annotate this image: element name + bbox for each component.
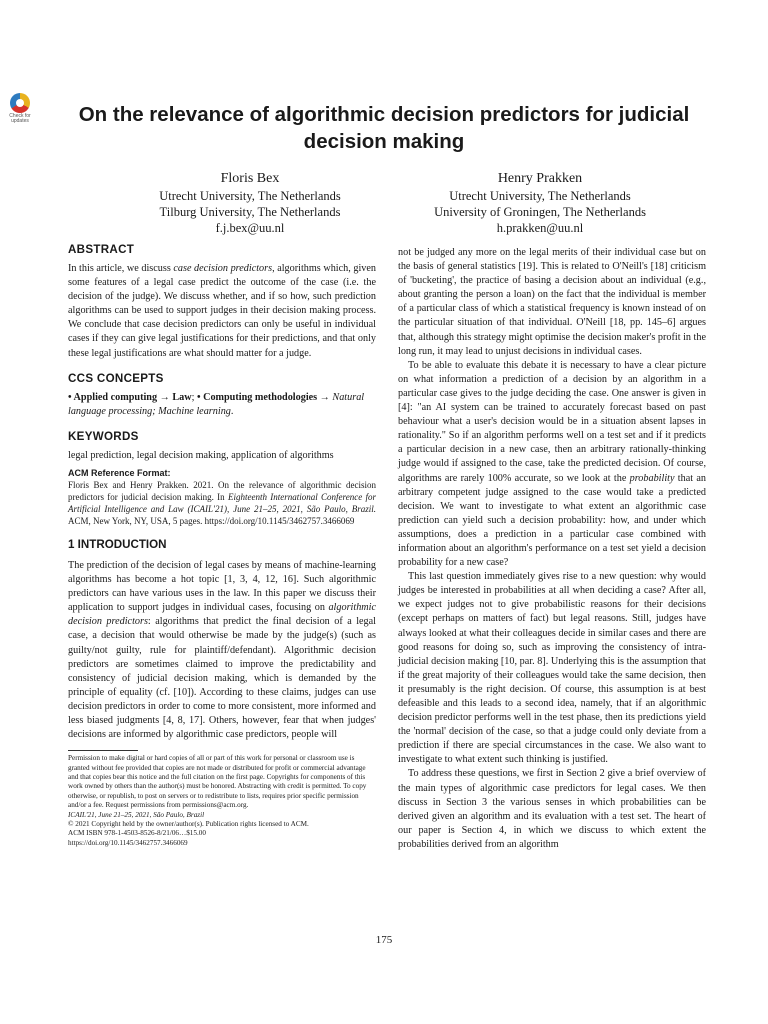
copyright-line: © 2021 Copyright held by the owner/author(s). Publication rights licensed to ACM. [68,820,309,828]
author-name: Floris Bex [220,171,280,186]
ccs-text: • Applied computing → Law; • Computing methodologies → Natural language processing; Machine learning. [68,391,365,417]
introduction-text: The prediction of the decision of legal cases by means of machine-learning algorithms has become a hot topic [1, 3, 4, 12, 16]. Such algorithmic predictors can have various uses in the law. In this paper we discuss their application to support judges in individual cases, focusing on algorithmic decision predictors: algorithms that predict the final decision of a legal case, a decision that would otherwise be made by the judge(s) (such as guilty/not guilty, rule for plaintiff/defendant). Algorithmic decision predictors are sometimes claimed to improve the predictability and consistency of judicial decision making, which is demanded by the principle of equality (cf. [10]). According to these claims, judges can use decision predictors in order to come to more consistent, more informed and less biased judgments [4, 8, 17]. Others, however, fear that when judges' decisions are informed by algorithmic case predictors, people will [68,559,376,741]
left-column [68,242,376,848]
right-column [398,246,706,852]
badge-label: Check for updates [9,113,31,124]
body-paragraph: This last question immediately gives rise to a new question: why would judges be interested in probabilities at all when deciding a case? After all, we expect judges not to give probabilistic reasons for their decisions (except perhaps on matters of fact) but legal reasons. Still, judges have always looked at what their colleagues decide in similar cases and there are good reasons for doing so, such as improving the consistency of intra-judicial decision making [10, par. 8]. Underlying this is the assumption that if the great majority of their colleagues would take the same decision, then it presumably is the right decision. Of course, this assumption is at best defeasible and this leads to a second idea, namely, that if an algorithmic decision predictor performs well in the test phase, then its predictions yield the 'normal' decision of the case, so that a judge could only deviate from a prediction if there are special circumstances in the case. We also want to investigate to what extent such thinking is justified. [398,571,706,766]
permission-text: Permission to make digital or hard copies of all or part of this work for personal or classroom use is granted without fee provided that copies are not made or distributed for profit or commercial advantage and that copies bear this notice and the full citation on the first page. Copyrights for components of this work owned by others than the author(s) must be honored. Abstracting with credit is permitted. To copy otherwise, or republish, to post on servers or to redistribute to lists, requires prior specific permission and/or a fee. Request permissions from permissions@acm.org. [68,754,367,810]
author-affiliation: Utrecht University, The Netherlands [159,189,341,203]
isbn-line: ACM ISBN 978-1-4503-8526-8/21/06…$15.00 [68,829,206,838]
abstract-text: In this article, we discuss case decision predictors, algorithms which, given some features of a legal case predict the outcome of the case (i.e. the decision of the judge). We discuss whether, and if so how, such prediction algorithms can be used to support judges in their decision making process. We conclude that case decision predictors can only be useful in individual cases if they can give legal justifications for their predictions, and that only these legal justifications are what should matter for a judge. [68,263,376,359]
venue-line: ICAIL'21, June 21–25, 2021, São Paulo, Brazil [68,810,205,819]
body-paragraph: To address these questions, we first in Section 2 give a brief overview of the main types of algorithmic case predictors for legal cases. We then discuss in Section 3 the various senses in which probabilities can be derived given an algorithm and its evaluation with a test set. The heart of our paper is Section 4, in which we discuss to which extent the probabilities derived from an algorithm [398,768,706,850]
author-email[interactable]: h.prakken@uu.nl [496,221,584,236]
paper-title: On the relevance of algorithmic decision predictors for judicial decision making [78,103,690,153]
crossmark-icon [10,93,30,113]
abstract-heading: ABSTRACT [68,243,135,256]
page-number: 175 [375,934,393,946]
introduction-heading: 1 INTRODUCTION [68,537,167,551]
author-block-1 [100,170,400,237]
reference-text: Floris Bex and Henry Prakken. 2021. On the relevance of algorithmic decision predictors for judicial decision making. In Eighteenth International Conference for Artificial Intelligence and Law (ICAIL'21), June 21–25, 2021, São Paulo, Brazil. ACM, New York, NY, USA, 5 pages. https://doi.org/10.1145/3462757.3466069 [68,479,376,526]
ccs-heading: CCS CONCEPTS [68,371,164,385]
footnote-divider [68,750,138,751]
author-block-2 [390,170,690,237]
author-affiliation: Utrecht University, The Netherlands [449,189,631,203]
keywords-heading: KEYWORDS [68,429,139,443]
reference-heading: ACM Reference Format: [68,467,171,478]
body-paragraph: To be able to evaluate this debate it is necessary to have a clear picture on what information a prediction of a decision by an algorithm in a particular case gives to the judge deciding the case. One answer is given in [4]: "an AI system can be trained to accurately forecast based on past behaviour what a user's decision would be in a situation absent lapses in rationality." So if an algorithm performs well on a test set and if it predicts a particular decision in a new case, then an arbitrary rationally-thinking judge would if assigned to the case, take the predicted decision. Of course, algorithms are rarely 100% accurate, so we look at the probability that an arbitrary competent judge assigned to the case would take a predicted decision. We want to investigate to what extent an algorithmic case prediction can yield such a decision probability: how, and under which assumptions, does a prediction in a particular case combined with information about an algorithm's performance on a test set yield a decision probability for a new case? [398,359,706,569]
body-paragraph: not be judged any more on the legal merits of their individual case but on the basis of general statistics [19]. This is related to O'Neill's [18] criticism of 'bucketing', the practice of basing a decision about an individual (e.g., about granting the person a loan) on the fact that the individual is member of a particular class of which a statistical frequency is known instead of on the particular situation of that individual. O'Neill [18, pp. 145–6] argues that, although this strategy might optimise the decision maker's profit in the long run, it may lead to unjust decisions in individual cases. [398,247,706,357]
check-for-updates-badge[interactable] [6,93,34,124]
author-affiliation: Tilburg University, The Netherlands [159,205,341,220]
author-name: Henry Prakken [497,171,583,186]
keywords-text: legal prediction, legal decision making, application of algorithms [68,449,334,461]
doi-link[interactable]: https://doi.org/10.1145/3462757.3466069 [68,838,188,847]
permission-notice [68,754,376,848]
author-affiliation: University of Groningen, The Netherlands [434,205,646,220]
author-email[interactable]: f.j.bex@uu.nl [215,221,285,236]
